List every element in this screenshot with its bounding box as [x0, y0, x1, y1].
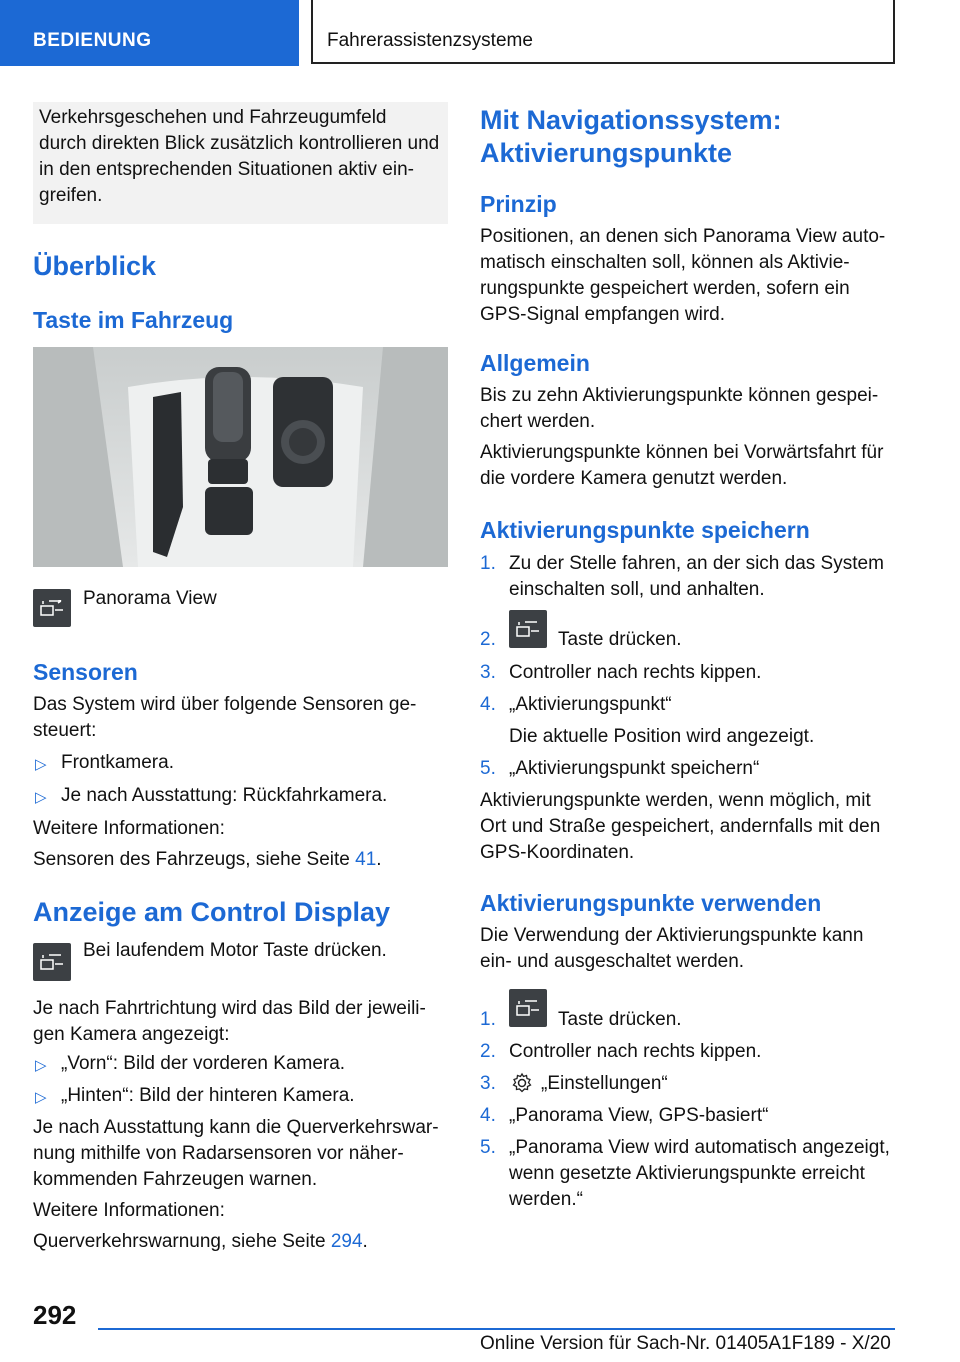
direction-item: „Hinten“: Bild der hinteren Kamera.	[61, 1085, 355, 1106]
center-console-photo	[33, 347, 448, 567]
bullet-triangle-icon: ▷	[35, 756, 47, 773]
save-after-text: Aktivierungspunkte werden, wenn möglich, mit Ort und Straße gespeichert, andernfalls mit den GPS-Koordinaten.	[480, 790, 881, 863]
use-step: Controller nach rechts kippen.	[509, 1041, 762, 1062]
heading-sensors: Sensoren	[33, 659, 138, 685]
use-step: „Panorama View, GPS-basiert“	[509, 1105, 769, 1126]
more-info-label: Weitere Informationen:	[33, 1200, 225, 1221]
step-number: 3.	[480, 1073, 496, 1094]
heading-button-in-vehicle: Taste im Fahrzeug	[33, 307, 234, 333]
use-step: „Panorama View wird automatisch angezeigt, wenn gesetzte Aktivierungspunkte erreicht werden.“	[509, 1137, 890, 1210]
note-box	[33, 102, 448, 224]
bullet-triangle-icon: ▷	[35, 1057, 47, 1074]
step-number: 4.	[480, 694, 496, 715]
panorama-view-button-icon	[33, 589, 71, 627]
direction-item: „Vorn“: Bild der vorderen Kamera.	[61, 1053, 346, 1074]
step-number: 3.	[480, 662, 496, 683]
heading-principle: Prinzip	[480, 191, 557, 217]
use-step: „Einstellungen“	[541, 1073, 668, 1094]
sensor-item: Frontkamera.	[61, 752, 174, 773]
sensors-intro: Das System wird über folgende Sensoren ge- steuert:	[33, 694, 417, 741]
panorama-view-button-icon	[33, 943, 71, 981]
cross-traffic-text: Je nach Ausstattung kann die Querverkehrswar- nung mithilfe von Radarsensoren vor näher- kommenden Fahrzeugen warnen.	[33, 1117, 439, 1190]
save-step: Controller nach rechts kippen.	[509, 662, 762, 683]
step-number: 5.	[480, 1137, 496, 1158]
heading-overview: Überblick	[33, 251, 157, 281]
heading-navigation: Mit Navigationssystem: Aktivierungspunkte	[480, 105, 782, 168]
heading-general: Allgemein	[480, 350, 590, 376]
step-number: 1.	[480, 1009, 496, 1030]
cross-traffic-reference: Querverkehrswarnung, siehe Seite 294.	[33, 1231, 368, 1252]
display-instruction: Bei laufendem Motor Taste drücken.	[83, 940, 387, 961]
save-step: Zu der Stelle fahren, an der sich das System einschalten soll, und anhalten.	[509, 553, 884, 600]
save-step: „Aktivierungspunkt“ Die aktuelle Position wird angezeigt.	[509, 694, 815, 747]
more-info-label: Weitere Informationen:	[33, 818, 225, 839]
sensor-item: Je nach Ausstattung: Rückfahrkamera.	[61, 785, 388, 806]
header-chapter-tab	[311, 0, 895, 64]
panorama-view-button-icon	[509, 989, 547, 1027]
save-step: Taste drücken.	[558, 629, 682, 650]
header-section-tab	[0, 0, 299, 66]
header-section-label: BEDIENUNG	[33, 30, 152, 51]
page-link-294[interactable]: 294	[330, 1231, 363, 1252]
footer-divider	[98, 1328, 895, 1330]
direction-text: Je nach Fahrtrichtung wird das Bild der jeweili- gen Kamera angezeigt:	[33, 998, 426, 1045]
gear-icon	[511, 1072, 533, 1099]
page-link-41[interactable]: 41	[355, 849, 377, 870]
save-step: „Aktivierungspunkt speichern“	[509, 758, 760, 779]
bullet-triangle-icon: ▷	[35, 789, 47, 806]
note-text: Verkehrsgeschehen und Fahrzeugumfeld durch direkten Blick zusätzlich kontrollieren und in den entsprechenden Situationen aktiv ein- greifen.	[39, 107, 440, 206]
use-step: Taste drücken.	[558, 1009, 682, 1030]
page-number: 292	[33, 1300, 77, 1330]
sensors-reference: Sensoren des Fahrzeugs, siehe Seite 41.	[33, 849, 382, 870]
step-number: 4.	[480, 1105, 496, 1126]
heading-control-display: Anzeige am Control Display	[33, 897, 391, 927]
principle-text: Positionen, an denen sich Panorama View auto- matisch einschalten soll, können als Aktivie- rungspunkte gespeichert werden, sofern ein GPS-Signal empfangen wird.	[480, 226, 886, 325]
step-number: 5.	[480, 758, 496, 779]
panorama-view-button-icon	[509, 610, 547, 648]
header-chapter-label: Fahrerassistenzsysteme	[327, 30, 533, 51]
step-number: 2.	[480, 1041, 496, 1062]
bullet-triangle-icon: ▷	[35, 1089, 47, 1106]
heading-use-points: Aktivierungspunkte verwenden	[480, 890, 822, 916]
general-text-1: Bis zu zehn Aktivierungspunkte können gespei- chert werden.	[480, 385, 879, 432]
step-number: 2.	[480, 629, 496, 650]
heading-save-points: Aktivierungspunkte speichern	[480, 517, 810, 543]
footer-version: Online Version für Sach-Nr. 01405A1F189 - X/20	[480, 1333, 891, 1354]
use-intro-text: Die Verwendung der Aktivierungspunkte kann ein- und ausgeschaltet werden.	[480, 925, 864, 972]
panorama-view-label: Panorama View	[83, 588, 217, 609]
general-text-2: Aktivierungspunkte können bei Vorwärtsfahrt für die vordere Kamera genutzt werden.	[480, 442, 884, 489]
step-number: 1.	[480, 553, 496, 574]
